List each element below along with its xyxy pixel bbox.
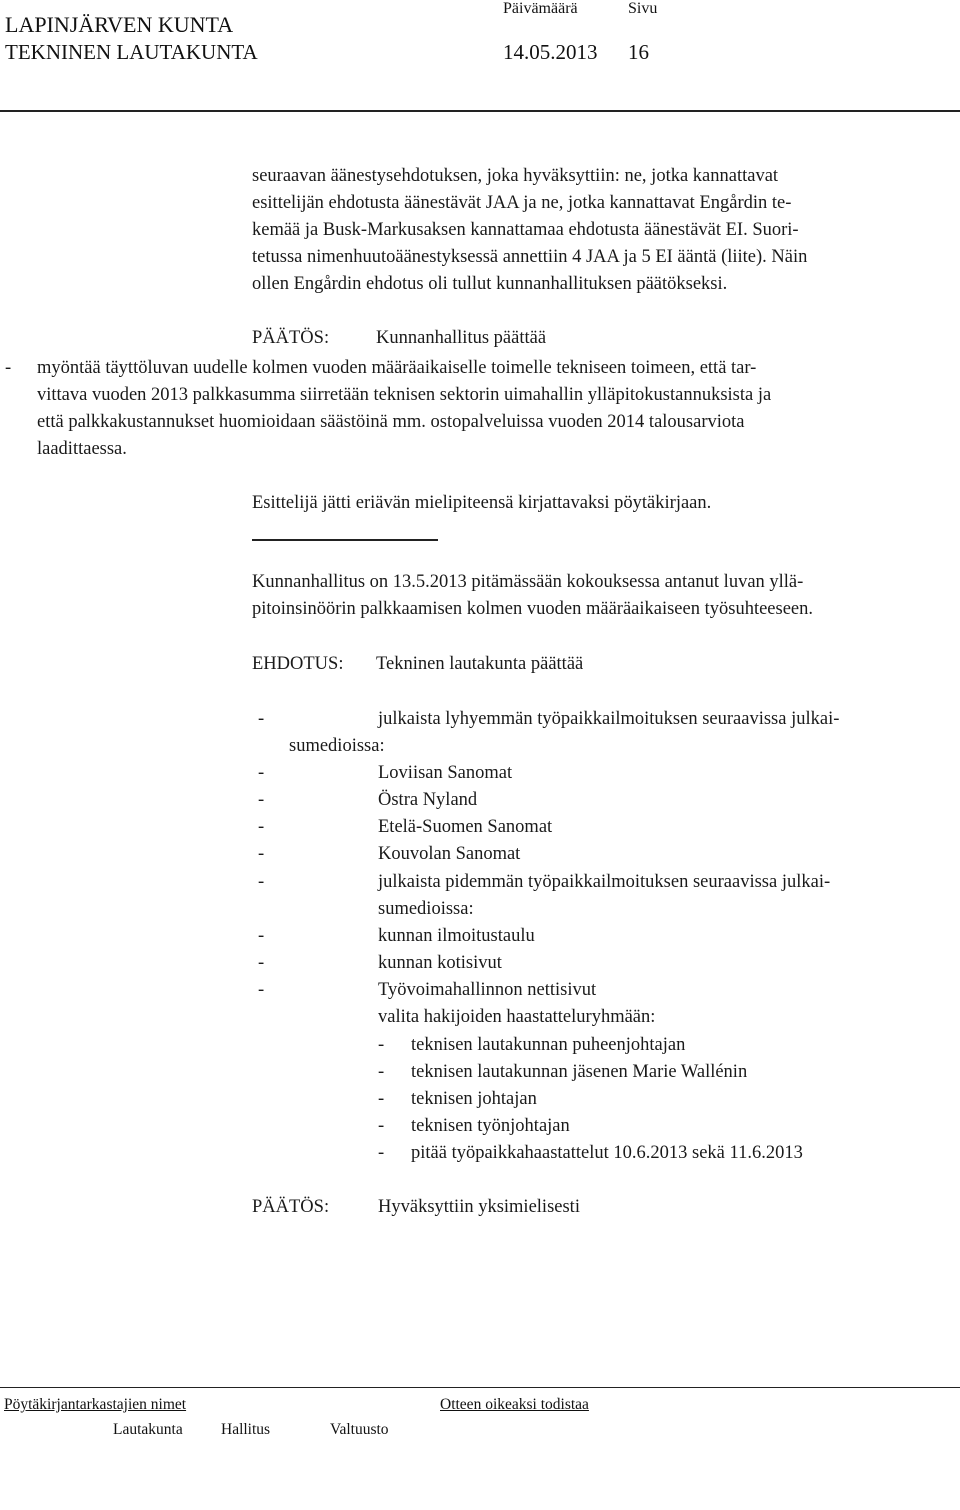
media-item: Östra Nyland [378,790,478,810]
certified-label: Otteen oikeaksi todistaa [440,1396,589,1413]
media-item: Työvoimahallinnon nettisivut [378,980,597,1000]
list-dash: - [258,926,265,946]
media-item: Loviisan Sanomat [378,763,513,783]
list-dash: - [258,953,265,973]
list-item-cont: sumedioissa: [289,736,385,756]
media-item: kunnan ilmoitustaulu [378,926,535,946]
decision-line: laadittaessa. [37,439,127,459]
group-member: teknisen lautakunnan jäsenen Marie Wallénin [411,1062,748,1082]
board-label: Lautakunta [113,1421,183,1438]
list-dash: - [378,1035,385,1055]
list-dash: - [258,763,265,783]
date-label: Päivämäärä [503,0,578,17]
group-member: teknisen johtajan [411,1089,537,1109]
board-label: Valtuusto [330,1421,389,1438]
decision-text: Kunnanhallitus päättää [376,328,547,348]
media-item: Kouvolan Sanomat [378,844,521,864]
group-member: teknisen työnjohtajan [411,1116,570,1136]
permission-line: pitoinsinöörin palkkaamisen kolmen vuoden määräaikaiseen työsuhteeseen. [252,599,814,619]
group-member: teknisen lautakunnan puheenjohtajan [411,1035,686,1055]
intro-line: kemää ja Busk-Markusaksen kannattamaa ehdotusta äänestävät EI. Suori- [252,220,799,240]
footer-divider [0,1387,960,1388]
decision-label: PÄÄTÖS: [252,328,330,348]
list-dash: - [378,1116,385,1136]
permission-line: Kunnanhallitus on 13.5.2013 pitämässään kokouksessa antanut luvan yllä- [252,572,804,592]
proposal-text: Tekninen lautakunta päättää [376,654,584,674]
list-dash: - [378,1062,385,1082]
intro-line: seuraavan äänestysehdotuksen, joka hyväksyttiin: ne, jotka kannattavat [252,166,779,186]
list-item: julkaista pidemmän työpaikkailmoituksen seuraavissa julkai- [378,872,831,892]
intro-line: esittelijän ehdotusta äänestävät JAA ja ne, jotka kannattavat Engårdin te- [252,193,792,213]
list-item-cont: sumedioissa: [378,899,474,919]
decision-line: myöntää täyttöluvan uudelle kolmen vuoden määräaikaiselle toimelle tekniseen toimeen, että tar- [37,358,757,378]
intro-line: tetussa nimenhuutoäänestyksessä annettiin 4 JAA ja 5 EI ääntä (liite). Näin [252,247,808,267]
inspectors-label: Pöytäkirjantarkastajien nimet [4,1396,187,1413]
list-dash: - [258,872,265,892]
list-dash: - [258,817,265,837]
decision-text: Hyväksyttiin yksimielisesti [378,1197,580,1217]
proposal-label: EHDOTUS: [252,654,344,674]
meeting-date: 14.05.2013 [503,40,598,64]
decision-label: PÄÄTÖS: [252,1197,330,1217]
media-item: Etelä-Suomen Sanomat [378,817,553,837]
header-divider [0,110,960,112]
list-dash: - [378,1143,385,1163]
dissent-note: Esittelijä jätti eriävän mielipiteensä kirjattavaksi pöytäkirjaan. [252,493,712,513]
decision-dash: - [5,358,12,378]
org-name: LAPINJÄRVEN KUNTA [5,12,234,37]
page-label: Sivu [628,0,658,17]
list-dash: - [258,709,265,729]
decision-line: vittava vuoden 2013 palkkasumma siirretään teknisen sektorin uimahallin ylläpitokustannuksista ja [37,385,772,405]
interview-dates: pitää työpaikkahaastattelut 10.6.2013 sekä 11.6.2013 [411,1143,803,1163]
board-label: Hallitus [221,1421,271,1438]
separator-line [252,539,438,541]
intro-line: ollen Engårdin ehdotus oli tullut kunnanhallituksen päätökseksi. [252,274,728,294]
list-dash: - [258,844,265,864]
list-dash: - [258,980,265,1000]
group-intro: valita hakijoiden haastatteluryhmään: [378,1007,656,1027]
media-item: kunnan kotisivut [378,953,502,973]
page-number: 16 [628,40,649,64]
list-dash: - [258,790,265,810]
list-dash: - [378,1089,385,1109]
decision-line: että palkkakustannukset huomioidaan säästöinä mm. ostopalveluissa vuoden 2014 talousarviota [37,412,745,432]
board-name: TEKNINEN LAUTAKUNTA [5,40,258,64]
list-item: julkaista lyhyemmän työpaikkailmoituksen seuraavissa julkai- [378,709,840,729]
